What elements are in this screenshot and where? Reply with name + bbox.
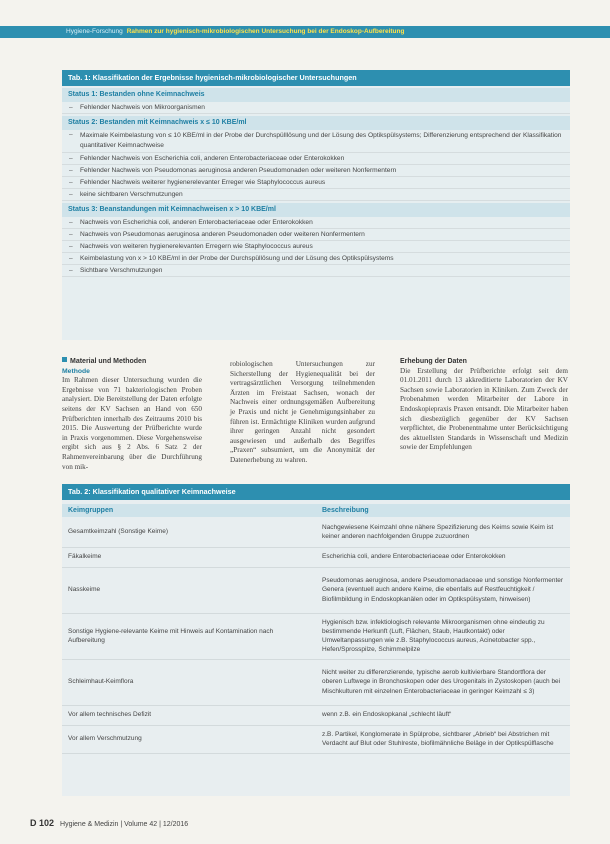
table-2 [62,484,570,796]
cell-keimgruppe: Vor allem technisches Defizit [62,705,316,725]
status-3-item: – Sichtbare Verschmutzungen [62,265,570,277]
status-3-heading: Status 3: Beanstandungen mit Keimnachweisen x > 10 KBE/ml [62,203,570,217]
square-bullet-icon [62,357,67,362]
cell-keimgruppe: Gesamtkeimzahl (Sonstige Keime) [62,517,316,547]
classification-table [62,504,570,754]
body-paragraph: robiologischen Untersuchungen zur Sicherstellung der Hygienequalität bei der vertragsärztlichen Versorgung teilnehmenden Ärzten im Freistaat Sachsen, wonach der Nachweis einer ordnungsgemäßen Aufbereitung je Praxis und nicht je Genehmigungsinhaber zu führen ist. Ermächtigte Kliniken wurden aufgrund ihrer geringen Anzahl nicht gesondert ausgewiesen und außerhalb des Begriffes „Praxen“ subsumiert, um die Anonymität der Datenerhebung zu wahren. [230,360,375,464]
status-3-item: – Keimbelastung von x > 10 KBE/ml in der Probe der Durchspüllösung und der Lösung des Optikspülsystems [62,253,570,265]
table-row [62,705,570,725]
body-column-3 [400,357,568,462]
header-title: Rahmen zur hygienisch-mikrobiologischen Untersuchung bei der Endoskop-Aufbereitung [126,28,405,35]
body-column-2 [230,360,375,465]
table-1 [62,70,570,340]
status-2-item: – keine sichtbaren Verschmutzungen [62,189,570,201]
cell-beschreibung: Escherichia coli, andere Enterobacteriaceae oder Enterokokken [316,547,570,567]
table-row [62,613,570,659]
status-1-item: – Fehlender Nachweis von Mikroorganismen [62,102,570,114]
column-header: Keimgruppen [62,504,316,517]
running-header [0,26,610,38]
status-2-item: – Fehlender Nachweis von Escherichia coli, anderen Enterobacteriaceae oder Enterokokken [62,153,570,165]
table-row [62,725,570,753]
status-3-item: – Nachweis von weiteren hygienerelevanten Erregern wie Staphylococcus aureus [62,241,570,253]
cell-beschreibung: z.B. Partikel, Konglomerate in Spülprobe, sichtbarer „Abrieb“ bei Abstrichen mit Verdacht auf Blut oder Stuhlreste, biofilmähnliche Beläge in der Optikspülflasche [316,725,570,753]
table-header-row [62,504,570,517]
cell-keimgruppe: Vor allem Verschmutzung [62,725,316,753]
table-1-caption: Tab. 1: Klassifikation der Ergebnisse hygienisch-mikrobiologischer Untersuchungen [62,70,570,86]
column-header: Beschreibung [316,504,570,517]
status-2-heading: Status 2: Bestanden mit Keimnachweis x ≤ 10 KBE/ml [62,116,570,130]
cell-beschreibung: Nicht weiter zu differenzierende, typische aerob kultivierbare Standortflora der oberen Luftwege in Bronchoskopen oder des Urogenitals in Zystoskopen (auch bei Mischkulturen mit einzelnen Enterobacteriaceae in geringer Keimzahl ≤ 3) [316,659,570,705]
table-row [62,567,570,613]
subheading-erhebung: Erhebung der Daten [400,358,467,365]
cell-beschreibung: Hygienisch bzw. infektiologisch relevante Mikroorganismen ohne eindeutig zu bestimmende Herkunft (Luft, Flächen, Staub, Hautkontakt) oder Umweltanpassungen wie z.B. Staphylococcus aureus, Acinetobacter spp., Hefen/Sprosspilze, Schimmelpilze [316,613,570,659]
section-heading [62,357,202,367]
status-2-item: – Fehlender Nachweis weiterer hygienerelevanter Erreger wie Staphylococcus aureus [62,177,570,189]
page-number: D 102 [30,818,55,828]
cell-keimgruppe: Fäkalkeime [62,547,316,567]
status-1-heading: Status 1: Bestanden ohne Keimnachweis [62,88,570,102]
section-heading-text: Material und Methoden [70,358,147,365]
status-3-item: – Nachweis von Pseudomonas aeruginosa anderen Pseudomonaden oder weiteren Nonfermentern [62,229,570,241]
page-footer [30,818,188,828]
table-row [62,547,570,567]
cell-keimgruppe: Sonstige Hygiene-relevante Keime mit Hinweis auf Kontamination nach Aufbereitung [62,613,316,659]
table-row [62,659,570,705]
cell-beschreibung: wenn z.B. ein Endoskopkanal „schlecht läuft“ [316,705,570,725]
status-3-item: – Nachweis von Escherichia coli, anderen Enterobacteriaceae oder Enterokokken [62,217,570,229]
body-paragraph: Die Erstellung der Prüfberichte erfolgt seit dem 01.01.2011 durch 13 akkreditierte Laboratorien der KV Sachsen sowie Laboratorien in Kliniken. Zum Zweck der Probenahmen werden Mitarbeiter der Labore in Endoskopiepraxis Praxen entsandt. Die Mitarbeiter haben sich diesbezüglich gegenüber der KV Sachsen verpflichtet, die Probenentnahme unter Berücksichtigung des aktuellsten Standards in Wissenschaft und Medizin sowie der Empfehlungen [400,366,568,452]
body-paragraph: Im Rahmen dieser Untersuchung wurden die Ergebnisse von 71 bakteriologischen Proben analysiert. Die Bereitstellung der Daten erfolgte seitens der KV Sachsen an Hand von 650 Prüfberichten innerhalb des Zeitraums 2010 bis 2015. Die Auswertung der Prüfberichte wurde in Praxis vorgenommen. Diese Vorgehensweise ergibt sich aus § 2 Abs. 6 Satz 2 der Rahmenvereinbarung über die Durchführung von mik- [62,376,202,471]
cell-beschreibung: Pseudomonas aeruginosa, andere Pseudomonadaceae und sonstige Nonfermenter Genera (eventuell auch andere Keime, die ebenfalls auf Restfeuchtigkeit / Biofilmbildung in Endoskopkanälen oder im Optikspülsystem, hinweisen) [316,567,570,613]
table-row [62,517,570,547]
cell-beschreibung: Nachgewiesene Keimzahl ohne nähere Spezifizierung des Keims sowie Keim ist keiner anderen nachfolgenden Gruppe zuzuordnen [316,517,570,547]
subheading-methode: Methode [62,367,90,375]
cell-keimgruppe: Schleimhaut-Keimflora [62,659,316,705]
status-2-item: – Maximale Keimbelastung von ≤ 10 KBE/ml in der Probe der Durchspülllösung und der Lösung des Optikspülsystems; Differenzierung entsprechend der Klassifikation quantitativer Keimnachweise [62,130,570,153]
body-column-1 [62,357,202,471]
table-2-caption: Tab. 2: Klassifikation qualitativer Keimnachweise [62,484,570,500]
status-2-item: – Fehlender Nachweis von Pseudomonas aeruginosa anderen Pseudomonaden oder weiteren Nonfermentern [62,165,570,177]
header-section: Hygiene-Forschung [66,28,123,35]
cell-keimgruppe: Nasskeime [62,567,316,613]
journal-citation: Hygiene & Medizin | Volume 42 | 12/2016 [60,821,189,828]
